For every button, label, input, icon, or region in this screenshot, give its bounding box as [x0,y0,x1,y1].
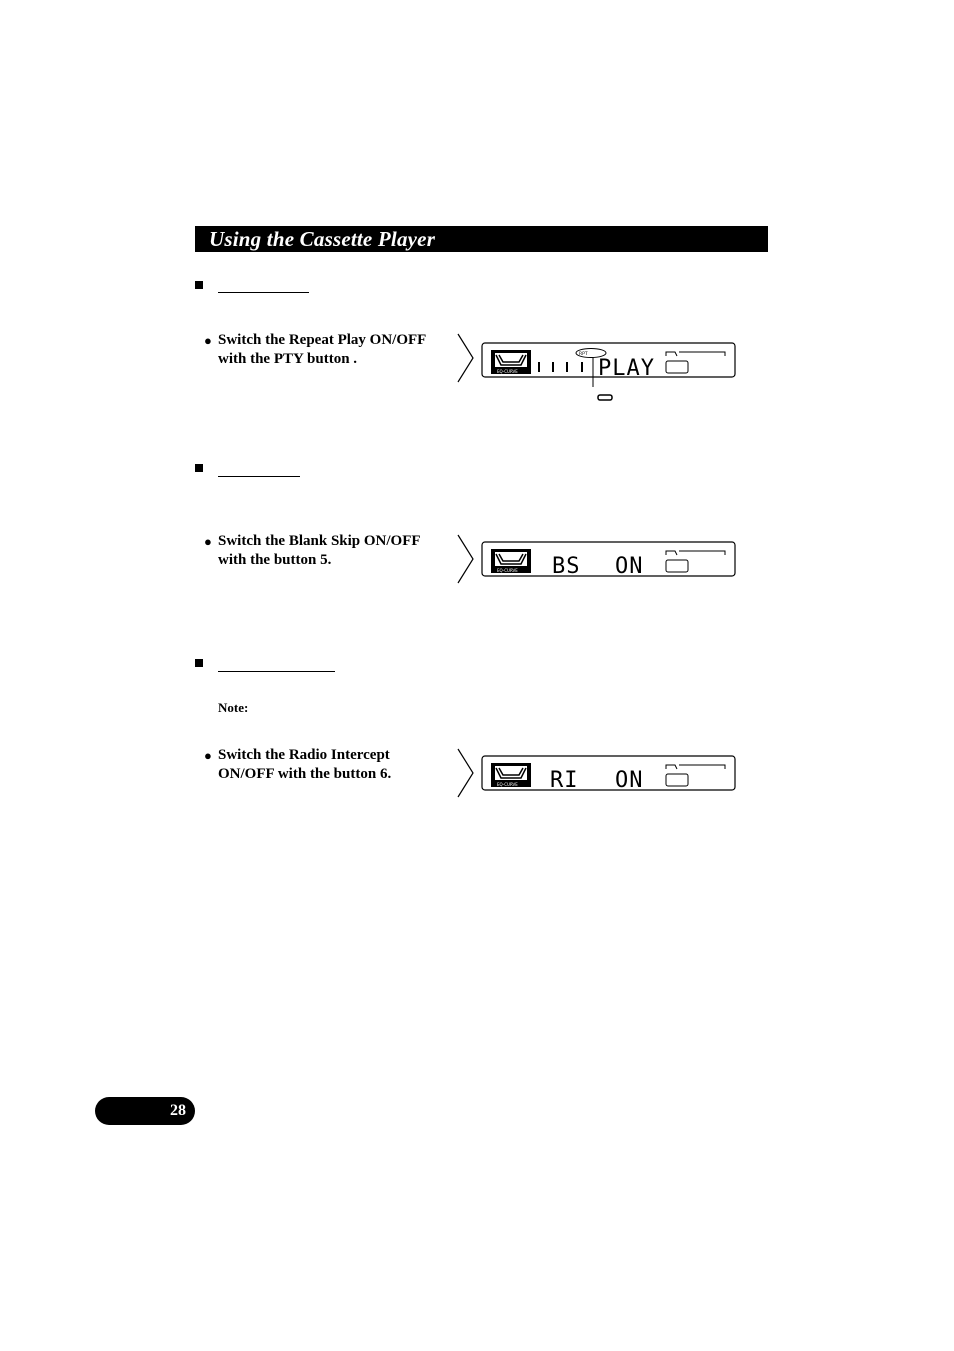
heading-underline [218,292,309,293]
instruction-line: with the PTY button . [218,351,358,367]
page-number: 28 [170,1102,186,1119]
section-title-bar [195,226,768,252]
svg-text:EQ-CURVE: EQ-CURVE [497,782,518,787]
pointer-arrow-icon [458,334,473,382]
page-number-badge [95,1097,195,1125]
instruction-line: Switch the Blank Skip ON/OFF [218,533,421,549]
lcd-text-right: ON [615,554,644,579]
section-bullet [195,464,203,472]
heading-underline [218,671,335,672]
lcd-text-left: RI [550,768,579,793]
lcd-display-repeat [455,332,740,404]
lcd-text-right: ON [615,768,644,793]
instruction-blank-skip [204,532,421,570]
section-bullet [195,281,203,289]
svg-text:EQ-CURVE: EQ-CURVE [497,369,518,374]
instruction-line: with the button 5. [218,552,332,568]
bullet-dot-icon: ● [204,534,212,549]
svg-text:EQ-CURVE: EQ-CURVE [497,568,518,573]
instruction-line: ON/OFF with the button 6. [218,766,392,782]
lcd-text-left: BS [552,554,581,579]
pointer-arrow-icon [458,535,473,583]
lcd-display-radio-intercept [455,747,740,803]
lcd-display-blank-skip [455,533,740,589]
eq-curve-icon [491,549,531,573]
bullet-dot-icon: ● [204,748,212,763]
instruction-line: Switch the Repeat Play ON/OFF [218,332,427,348]
page-title: Using the Cassette Player [209,227,436,251]
instruction-repeat-play [204,331,427,369]
eq-curve-icon [491,763,531,787]
note-label: Note: [218,700,249,715]
instruction-radio-intercept [204,746,392,784]
svg-text:RPT: RPT [579,352,588,357]
heading-underline [218,476,300,477]
instruction-line: Switch the Radio Intercept [218,747,390,763]
section-bullet [195,659,203,667]
pointer-arrow-icon [458,749,473,797]
repeat-icon [598,395,612,400]
lcd-text: PLAY [598,356,655,381]
eq-curve-icon [491,350,531,374]
bullet-dot-icon: ● [204,333,212,348]
